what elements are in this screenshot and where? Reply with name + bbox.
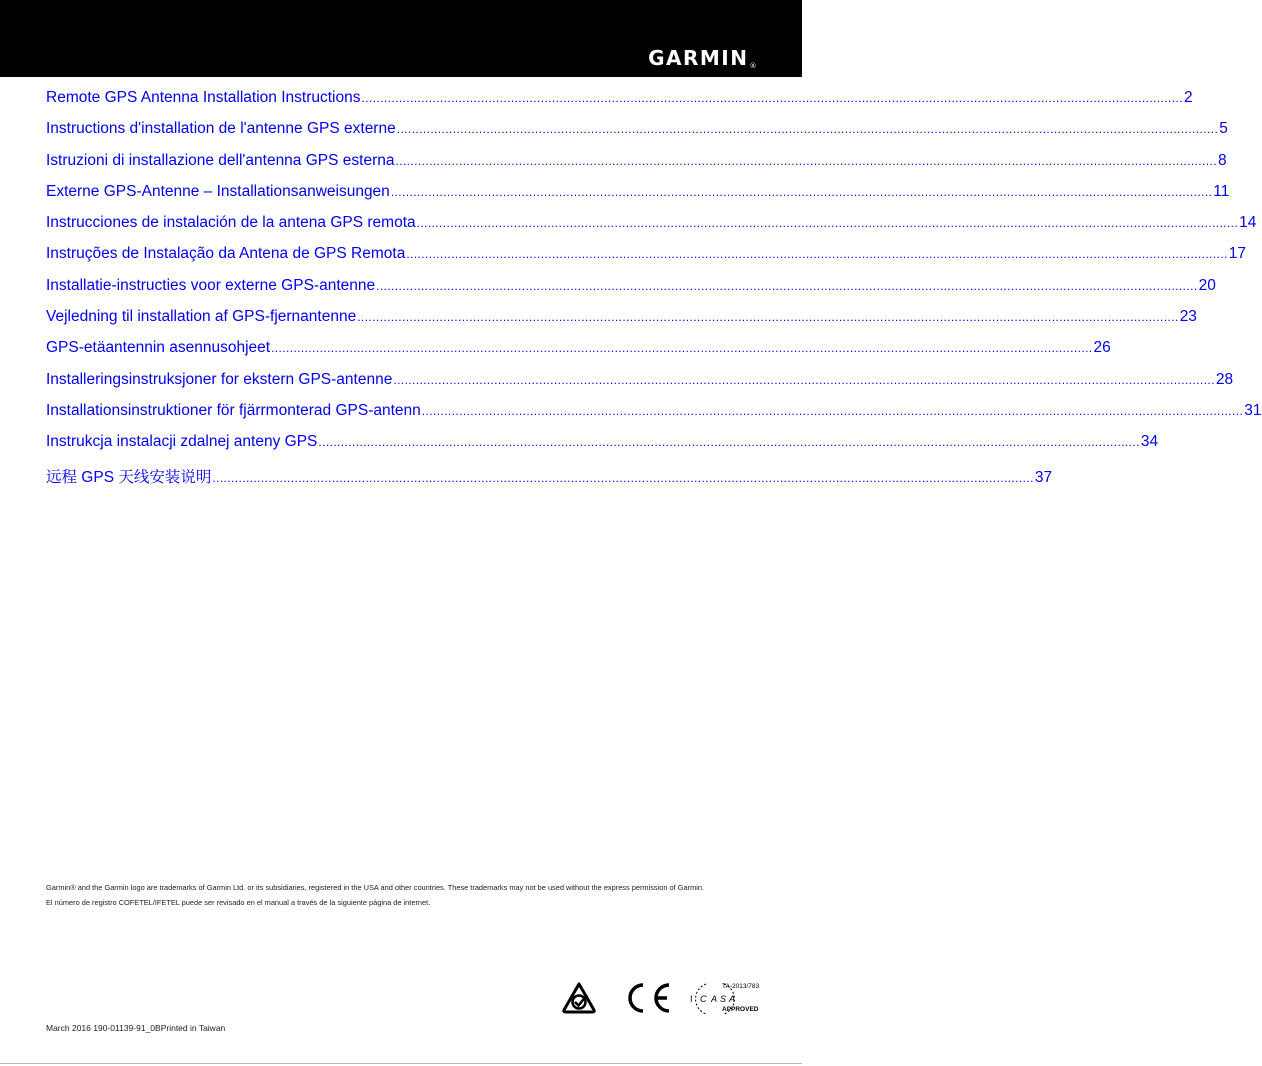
toc-dot-leader: ............................................................................................................................................................................................................................ xyxy=(421,403,1244,418)
bottom-rule xyxy=(0,1063,802,1064)
toc-entry-page: 20 xyxy=(1198,276,1216,294)
trademark-notice: Garmin® and the Garmin logo are trademarks of Garmin Ltd. or its subsidiaries, registered in the USA and other countries. These trademarks may not be used without the express permission of Garmin. xyxy=(46,883,705,892)
footer-part-number: 190-01139-91_0B xyxy=(93,1023,161,1033)
toc-entry-title: Istruzioni di installazione dell'antenna GPS esterna xyxy=(46,151,395,169)
garmin-delta-icon xyxy=(852,34,866,45)
header-bar: GARMIN® xyxy=(0,0,802,77)
toc-entry[interactable] xyxy=(46,182,1230,214)
toc-entry-title: Instrukcja instalacji zdalnej anteny GPS xyxy=(46,433,318,451)
toc-dot-leader: ............................................................................................................................................................................................................................ xyxy=(318,435,1140,450)
toc-entry-title: Installatie-instructies voor externe GPS-antenne xyxy=(46,276,376,294)
toc-entry-title: Externe GPS-Antenne – Installationsanweisungen xyxy=(46,182,390,200)
toc-dot-leader: ............................................................................................................................................................................................................................ xyxy=(406,247,1228,262)
toc-entry[interactable] xyxy=(46,89,1193,120)
toc-entry-page: 26 xyxy=(1093,339,1111,357)
toc-entry-page: 23 xyxy=(1179,308,1197,326)
toc-entry-page: 17 xyxy=(1228,245,1247,263)
toc-entry-page: 31 xyxy=(1244,401,1262,419)
toc-entry-title: Remote GPS Antenna Installation Instructions xyxy=(46,89,361,106)
svg-text:C: C xyxy=(700,994,708,1004)
toc-entry[interactable] xyxy=(46,214,1257,245)
registry-notice: El número de registro COFETEL/IFETEL puede ser revisado en el manual a través de la siguiente página de internet. xyxy=(46,898,431,907)
toc-dot-leader: ............................................................................................................................................................................................................................ xyxy=(376,278,1198,293)
toc-dot-leader: ............................................................................................................................................................................................................................ xyxy=(396,122,1219,137)
toc-entry-page: 8 xyxy=(1217,151,1227,169)
toc-entry[interactable] xyxy=(46,465,1053,496)
toc-entry-title: Vejledning til installation af GPS-fjernantenne xyxy=(46,308,357,326)
toc-entry-title: 远程 GPS 天线安装说明 xyxy=(46,468,212,486)
toc-dot-leader: ............................................................................................................................................................................................................................ xyxy=(393,372,1215,387)
icasa-approval-number: TA-2013/783 xyxy=(722,983,760,990)
toc-entry-title: Instrucciones de instalación de la antena GPS remota xyxy=(46,214,416,232)
toc-entry[interactable] xyxy=(46,245,1247,276)
toc-entry-page: 11 xyxy=(1213,182,1230,200)
toc-entry[interactable] xyxy=(46,339,1111,370)
toc-entry-page: 28 xyxy=(1215,370,1234,388)
toc-dot-leader: ............................................................................................................................................................................................................................ xyxy=(395,153,1217,168)
toc-entry[interactable] xyxy=(46,370,1234,402)
footer-printed: Printed in Taiwan xyxy=(160,1023,226,1033)
svg-text:A: A xyxy=(711,994,719,1004)
legal-notice xyxy=(46,880,766,910)
toc-entry-title: Instructions d'installation de l'antenne GPS externe xyxy=(46,120,396,138)
svg-text:A: A xyxy=(729,994,736,1004)
footer-date: March 2016 xyxy=(46,1023,91,1033)
rcm-mark-icon xyxy=(562,982,596,1014)
table-of-contents xyxy=(46,89,1262,496)
toc-dot-leader: ............................................................................................................................................................................................................................ xyxy=(361,91,1183,105)
ce-mark-icon xyxy=(622,982,674,1014)
toc-entry[interactable] xyxy=(46,308,1197,339)
toc-entry-page: 14 xyxy=(1239,214,1257,232)
toc-dot-leader: ............................................................................................................................................................................................................................ xyxy=(212,470,1034,485)
toc-entry[interactable] xyxy=(46,401,1262,433)
toc-entry-page: 5 xyxy=(1219,120,1228,138)
icasa-approved-label: APPROVED xyxy=(722,1006,759,1013)
toc-dot-leader: ............................................................................................................................................................................................................................ xyxy=(390,184,1213,199)
toc-dot-leader: ............................................................................................................................................................................................................................ xyxy=(271,341,1093,356)
toc-entry[interactable] xyxy=(46,433,1159,464)
toc-entry-title: Instruções de Instalação da Antena de GPS Remota xyxy=(46,245,406,263)
toc-dot-leader: ............................................................................................................................................................................................................................ xyxy=(416,216,1239,231)
toc-entry[interactable] xyxy=(46,120,1228,151)
certification-marks xyxy=(560,978,770,1018)
svg-text:S: S xyxy=(720,994,728,1004)
brand-name: GARMIN xyxy=(648,46,749,70)
toc-entry-page: 2 xyxy=(1183,89,1193,106)
toc-entry[interactable] xyxy=(46,276,1216,308)
icasa-letters: I xyxy=(690,994,693,1004)
toc-entry-title: GPS-etäantennin asennusohjeet xyxy=(46,339,271,357)
toc-entry-page: 34 xyxy=(1140,433,1159,451)
toc-entry-title: Installeringsinstruksjoner for ekstern GPS-antenne xyxy=(46,370,393,388)
toc-entry-title: Installationsinstruktioner för fjärrmonterad GPS-antenn xyxy=(46,401,421,419)
footer-line xyxy=(46,1023,225,1033)
toc-entry-page: 37 xyxy=(1034,468,1053,486)
toc-entry[interactable] xyxy=(46,151,1227,183)
toc-dot-leader: ............................................................................................................................................................................................................................ xyxy=(357,310,1179,325)
